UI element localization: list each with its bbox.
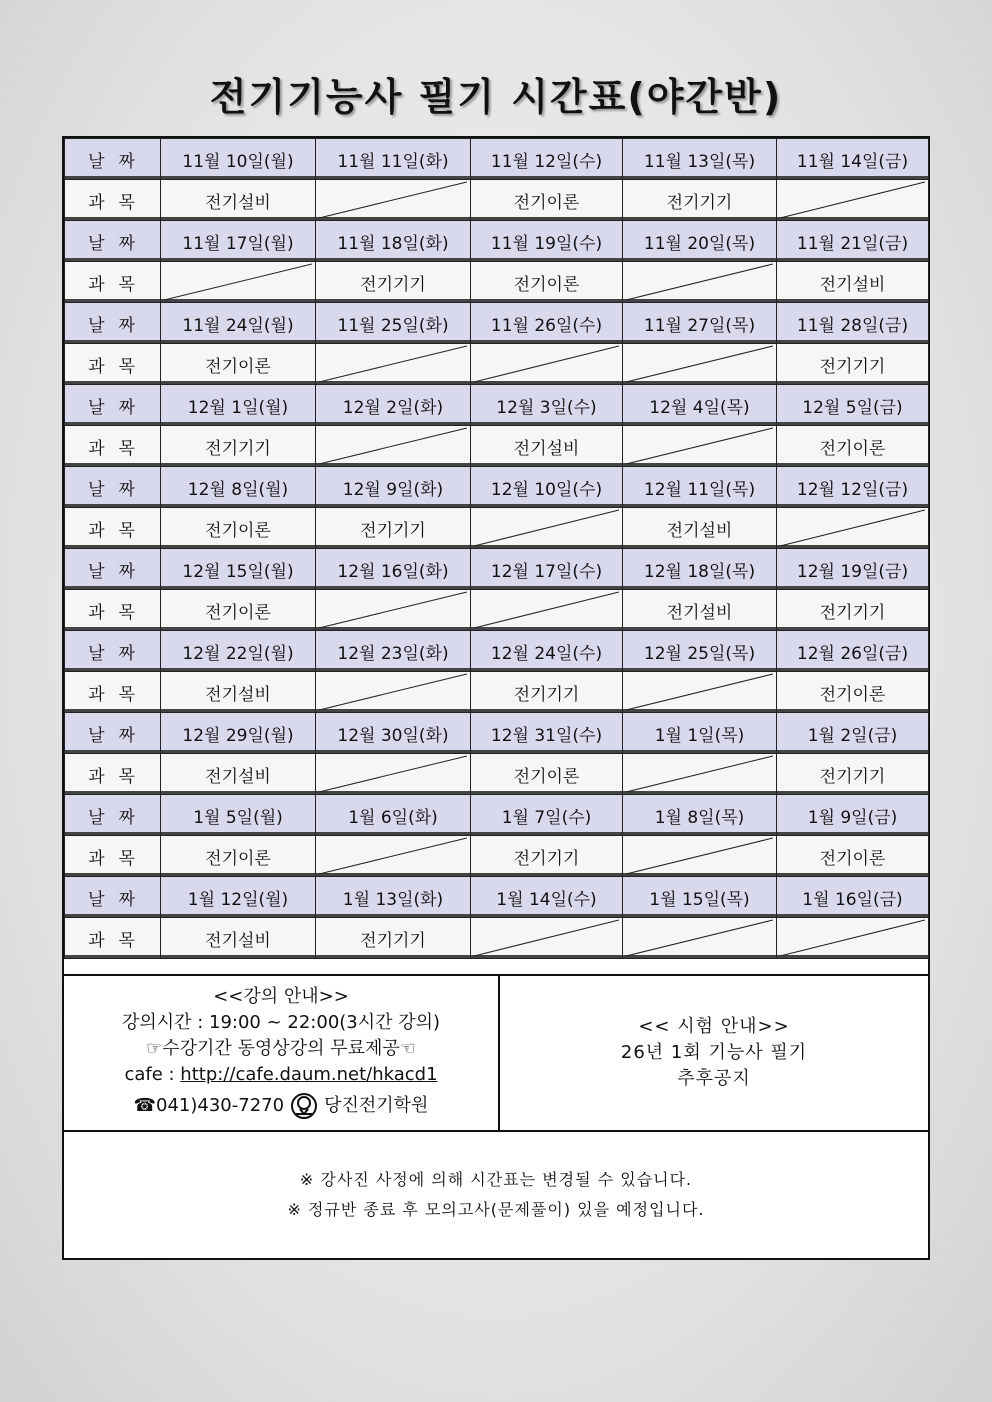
subject-row (65, 754, 929, 795)
diagonal-slash-icon (471, 344, 622, 384)
date-row (65, 713, 929, 754)
subject-row (65, 918, 929, 959)
date-cell: 12월 4일(목) (623, 385, 777, 426)
empty-subject-cell (316, 590, 471, 631)
subject-row (65, 508, 929, 549)
diagonal-slash-icon (161, 262, 315, 302)
date-cell: 12월 3일(수) (471, 385, 623, 426)
note-line: ※ 정규반 종료 후 모의고사(문제풀이) 있을 예정입니다. (287, 1200, 705, 1219)
subject-row (65, 836, 929, 877)
date-row-label: 날짜 (65, 877, 161, 918)
date-cell: 11월 17일(월) (161, 221, 316, 262)
date-cell: 12월 11일(목) (623, 467, 777, 508)
subject-cell: 전기설비 (161, 754, 316, 795)
date-cell: 12월 12일(금) (777, 467, 929, 508)
diagonal-slash-icon (623, 426, 776, 466)
date-cell: 12월 29일(월) (161, 713, 316, 754)
date-row (65, 549, 929, 590)
diagonal-slash-icon (777, 508, 928, 548)
subject-cell: 전기이론 (777, 836, 929, 877)
empty-subject-cell (316, 836, 471, 877)
subject-cell: 전기이론 (471, 754, 623, 795)
subject-row (65, 344, 929, 385)
contact-line (64, 1092, 498, 1120)
date-cell: 11월 27일(목) (623, 303, 777, 344)
date-row-label: 날짜 (65, 631, 161, 672)
subject-cell: 전기이론 (161, 836, 316, 877)
diagonal-slash-icon (316, 590, 470, 630)
subject-cell: 전기설비 (161, 180, 316, 221)
subject-row (65, 672, 929, 713)
diagonal-slash-icon (623, 836, 776, 876)
diagonal-slash-icon (471, 508, 622, 548)
date-row (65, 467, 929, 508)
note-line: ※ 강사진 사정에 의해 시간표는 변경될 수 있습니다. (299, 1170, 693, 1189)
schedule-table (62, 136, 930, 976)
empty-subject-cell (623, 836, 777, 877)
subject-row (65, 590, 929, 631)
date-cell: 1월 7일(수) (471, 795, 623, 836)
date-row-label: 날짜 (65, 221, 161, 262)
subject-cell: 전기설비 (471, 426, 623, 467)
subject-cell: 전기이론 (471, 180, 623, 221)
diagonal-slash-icon (471, 918, 622, 958)
date-cell: 12월 10일(수) (471, 467, 623, 508)
subject-row-label: 과목 (65, 344, 161, 385)
subject-row-label: 과목 (65, 180, 161, 221)
date-cell: 12월 17일(수) (471, 549, 623, 590)
date-cell: 12월 8일(월) (161, 467, 316, 508)
subject-row-label: 과목 (65, 918, 161, 959)
date-row (65, 795, 929, 836)
date-cell: 11월 14일(금) (777, 139, 929, 180)
empty-subject-cell (471, 344, 623, 385)
date-cell: 12월 18일(목) (623, 549, 777, 590)
diagonal-slash-icon (777, 180, 928, 220)
empty-subject-cell (777, 180, 929, 221)
date-cell: 12월 31일(수) (471, 713, 623, 754)
empty-subject-cell (161, 262, 316, 303)
lecture-info (64, 976, 500, 1130)
date-cell: 12월 15일(월) (161, 549, 316, 590)
subject-cell: 전기기기 (471, 836, 623, 877)
subject-cell: 전기설비 (777, 262, 929, 303)
date-row (65, 631, 929, 672)
date-cell: 11월 12일(수) (471, 139, 623, 180)
subject-row (65, 180, 929, 221)
date-cell: 1월 2일(금) (777, 713, 929, 754)
date-cell: 12월 22일(월) (161, 631, 316, 672)
date-row-label: 날짜 (65, 139, 161, 180)
subject-cell: 전기기기 (316, 262, 471, 303)
date-cell: 11월 28일(금) (777, 303, 929, 344)
empty-subject-cell (316, 672, 471, 713)
date-cell: 1월 15일(목) (623, 877, 777, 918)
subject-cell: 전기기기 (316, 508, 471, 549)
date-cell: 11월 24일(월) (161, 303, 316, 344)
date-cell: 11월 20일(목) (623, 221, 777, 262)
empty-subject-cell (471, 590, 623, 631)
subject-row-label: 과목 (65, 262, 161, 303)
phone-number: ☎041)430-7270 (133, 1095, 285, 1116)
subject-row-label: 과목 (65, 672, 161, 713)
subject-row-label: 과목 (65, 836, 161, 877)
diagonal-slash-icon (316, 344, 470, 384)
subject-cell: 전기이론 (161, 508, 316, 549)
subject-cell: 전기기기 (161, 426, 316, 467)
date-cell: 12월 23일(화) (316, 631, 471, 672)
subject-cell: 전기기기 (623, 180, 777, 221)
date-cell: 1월 6일(화) (316, 795, 471, 836)
date-cell: 11월 21일(금) (777, 221, 929, 262)
subject-cell: 전기이론 (471, 262, 623, 303)
date-row (65, 303, 929, 344)
diagonal-slash-icon (623, 918, 776, 958)
date-cell: 11월 19일(수) (471, 221, 623, 262)
subject-cell: 전기이론 (777, 672, 929, 713)
empty-subject-cell (777, 918, 929, 959)
date-cell: 12월 26일(금) (777, 631, 929, 672)
date-cell: 1월 12일(월) (161, 877, 316, 918)
date-cell: 12월 25일(목) (623, 631, 777, 672)
date-row (65, 877, 929, 918)
diagonal-slash-icon (623, 344, 776, 384)
diagonal-slash-icon (623, 754, 776, 794)
subject-cell: 전기기기 (777, 590, 929, 631)
diagonal-slash-icon (777, 918, 928, 958)
empty-subject-cell (316, 426, 471, 467)
diagonal-slash-icon (623, 672, 776, 712)
academy-logo-icon (290, 1092, 318, 1120)
empty-subject-cell (316, 180, 471, 221)
date-cell: 1월 14일(수) (471, 877, 623, 918)
subject-cell: 전기이론 (161, 590, 316, 631)
date-cell: 1월 5일(월) (161, 795, 316, 836)
subject-row (65, 262, 929, 303)
date-cell: 12월 24일(수) (471, 631, 623, 672)
date-row-label: 날짜 (65, 467, 161, 508)
schedule-grid (64, 138, 929, 959)
subject-cell: 전기설비 (161, 918, 316, 959)
page-title: 전기기능사 필기 시간표(야간반) (209, 75, 783, 119)
academy-name: 당진전기학원 (324, 1095, 429, 1116)
date-cell: 12월 30일(화) (316, 713, 471, 754)
subject-cell: 전기설비 (623, 590, 777, 631)
date-cell: 1월 13일(화) (316, 877, 471, 918)
date-cell: 12월 5일(금) (777, 385, 929, 426)
date-cell: 1월 1일(목) (623, 713, 777, 754)
diagonal-slash-icon (316, 836, 470, 876)
exam-info (500, 976, 928, 1130)
lecture-time: 강의시간 : 19:00 ~ 22:00(3시간 강의) (121, 1012, 441, 1033)
date-row-label: 날짜 (65, 549, 161, 590)
empty-subject-cell (471, 918, 623, 959)
diagonal-slash-icon (316, 672, 470, 712)
date-cell: 11월 11일(화) (316, 139, 471, 180)
empty-subject-cell (623, 672, 777, 713)
subject-row (65, 426, 929, 467)
subject-cell: 전기기기 (471, 672, 623, 713)
subject-cell: 전기기기 (316, 918, 471, 959)
exam-info-heading: << 시험 안내>> (638, 1016, 790, 1037)
subject-cell: 전기이론 (777, 426, 929, 467)
date-cell: 12월 9일(화) (316, 467, 471, 508)
cafe-link[interactable]: http://cafe.daum.net/hkacd1 (180, 1064, 438, 1085)
subject-row-label: 과목 (65, 590, 161, 631)
date-cell: 12월 1일(월) (161, 385, 316, 426)
date-row-label: 날짜 (65, 713, 161, 754)
date-cell: 1월 16일(금) (777, 877, 929, 918)
subject-cell: 전기설비 (623, 508, 777, 549)
diagonal-slash-icon (623, 262, 776, 302)
subject-row-label: 과목 (65, 508, 161, 549)
empty-subject-cell (316, 754, 471, 795)
empty-subject-cell (471, 508, 623, 549)
date-cell: 11월 26일(수) (471, 303, 623, 344)
empty-subject-cell (623, 426, 777, 467)
date-row-label: 날짜 (65, 795, 161, 836)
subject-cell: 전기설비 (161, 672, 316, 713)
video-lecture-note: ☞수강기간 동영상강의 무료제공☜ (146, 1038, 416, 1059)
subject-row-label: 과목 (65, 754, 161, 795)
exam-announcement: 추후공지 (677, 1068, 751, 1089)
date-cell: 11월 25일(화) (316, 303, 471, 344)
date-cell: 12월 16일(화) (316, 549, 471, 590)
empty-subject-cell (623, 262, 777, 303)
diagonal-slash-icon (316, 754, 470, 794)
diagonal-slash-icon (316, 426, 470, 466)
cafe-line (64, 1062, 498, 1088)
date-cell: 12월 19일(금) (777, 549, 929, 590)
lecture-info-heading: <<강의 안내>> (213, 986, 349, 1007)
subject-cell: 전기기기 (777, 344, 929, 385)
notes-section (62, 1130, 930, 1260)
info-section (62, 976, 930, 1132)
empty-subject-cell (623, 344, 777, 385)
subject-cell: 전기기기 (777, 754, 929, 795)
empty-subject-cell (316, 344, 471, 385)
subject-row-label: 과목 (65, 426, 161, 467)
date-cell: 11월 18일(화) (316, 221, 471, 262)
empty-subject-cell (623, 754, 777, 795)
cafe-label: cafe : (124, 1064, 181, 1085)
diagonal-slash-icon (471, 590, 622, 630)
date-cell: 11월 13일(목) (623, 139, 777, 180)
empty-subject-cell (623, 918, 777, 959)
exam-name: 26년 1회 기능사 필기 (620, 1042, 808, 1063)
date-row (65, 221, 929, 262)
subject-cell: 전기이론 (161, 344, 316, 385)
date-row-label: 날짜 (65, 303, 161, 344)
date-cell: 1월 8일(목) (623, 795, 777, 836)
empty-subject-cell (777, 508, 929, 549)
date-cell: 1월 9일(금) (777, 795, 929, 836)
date-cell: 11월 10일(월) (161, 139, 316, 180)
date-row (65, 139, 929, 180)
date-cell: 12월 2일(화) (316, 385, 471, 426)
date-row-label: 날짜 (65, 385, 161, 426)
date-row (65, 385, 929, 426)
diagonal-slash-icon (316, 180, 470, 220)
